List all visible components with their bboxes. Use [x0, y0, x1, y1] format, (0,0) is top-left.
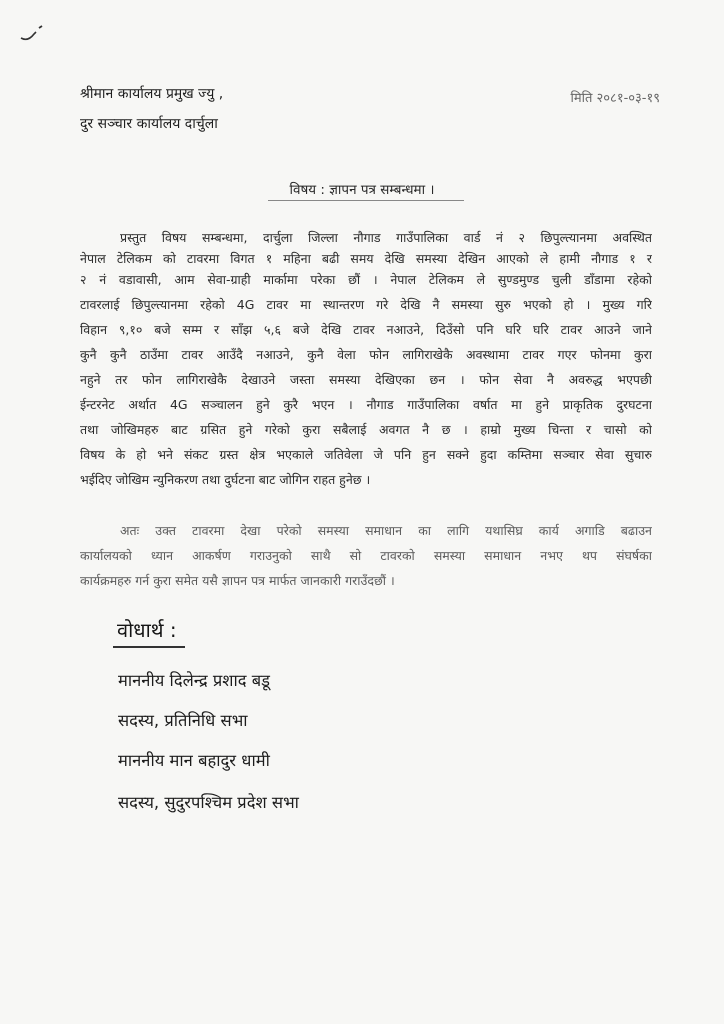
- paragraph2-line: कार्यक्रमहरु गर्न कुरा समेत यसै ज्ञापन पत्र मार्फत जानकारी गराउँदछौं ।: [80, 573, 395, 588]
- paragraph1-line: नेपाल टेलिकम को टावरमा विगत १ महिना बढी समय देखि समस्या देखिन आएको ले हामी नौगाड १ र: [80, 251, 652, 266]
- paragraph1-line: भईदिए जोखिम न्युनिकरण तथा दुर्घटना बाट जोगिन राहत हुनेछ ।: [80, 472, 371, 487]
- paragraph1-line: नहुने तर फोन लागिराखेकै देखाउने जस्ता समस्या देखिएका छन । फोन सेवा नै अवरुद्ध भएपछी: [80, 372, 652, 387]
- addressee-line-1: श्रीमान कार्यालय प्रमुख ज्यु ,: [80, 86, 224, 102]
- paragraph1-line: २ नं वडावासी, आम सेवा-ग्राही मार्कामा परेका छौं । नेपाल टेलिकम ले सुण्डमुण्ड चुली डाँडामा रहेको: [80, 272, 652, 287]
- letter-date: मिति २०८१-०३-१९: [570, 91, 660, 106]
- recipient-name: माननीय दिलेन्द्र प्रशाद बडू: [118, 671, 271, 690]
- paragraph1-line: ईन्टरनेट अर्थात 4G सञ्चालन हुने कुरै भएन । नौगाड गाउँपालिका वर्षात मा हुने प्राकृतिक दुरघटना: [80, 397, 652, 412]
- recipient-title: सदस्य, प्रतिनिधि सभा: [118, 711, 248, 730]
- paragraph1-line: विहान ९,१० बजे सम्म र साँझ ५,६ बजे देखि टावर नआउने, दिउँसो पनि घरि घरि टावर आउने जाने: [80, 322, 652, 337]
- paragraph2-line: अतः उक्त टावरमा देखा परेको समस्या समाधान का लागि यथासिघ्र कार्य अगाडि बढाउन: [120, 523, 652, 538]
- cc-heading-underline: [113, 646, 185, 648]
- paragraph1-line: तथा जोखिमहरु बाट ग्रसित हुने गरेको कुरा सबैलाई अवगत नै छ । हाम्रो मुख्य चिन्ता र चासो को: [80, 422, 652, 437]
- paragraph1-line: कुनै कुनै ठाउँमा टावर आउँदै नआउने, कुनै वेला फोन लागिराखेकै अवस्थामा टावर गएर फोनमा कुरा: [80, 347, 652, 362]
- recipient-title: सदस्य, सुदुरपश्चिम प्रदेश सभा: [118, 793, 299, 812]
- pen-mark-icon: [18, 18, 48, 48]
- addressee-line-2: दुर सञ्चार कार्यालय दार्चुला: [80, 116, 218, 132]
- subject-line: विषय : ज्ञापन पत्र सम्बन्धमा ।: [289, 182, 435, 198]
- paragraph1-line: विषय के हो भने संकट ग्रस्त क्षेत्र भएकाले जतिवेला जे पनि हुन सक्ने हुदा कम्तिमा सञ्चार सेवा सुचारु: [80, 447, 652, 462]
- cc-heading: वोधार्थ :: [117, 618, 177, 642]
- paragraph2-line: कार्यालयको ध्यान आकर्षण गराउनुको साथै सो टावरको समस्या समाधान नभए थप संघर्षका: [80, 548, 652, 563]
- paragraph1-line: प्रस्तुत विषय सम्बन्धमा, दार्चुला जिल्ला नौगाड गाउँपालिका वार्ड नं २ छिपुल्त्यानमा अवस्थित: [120, 230, 652, 245]
- recipient-name: माननीय मान बहादुर धामी: [118, 751, 270, 770]
- paragraph1-line: टावरलाई छिपुल्त्यानमा रहेको 4G टावर मा स्थान्तरण गरे देखि नै समस्या सुरु भएको हो । मुख्य गरि: [80, 297, 652, 312]
- subject-underline: [268, 200, 464, 201]
